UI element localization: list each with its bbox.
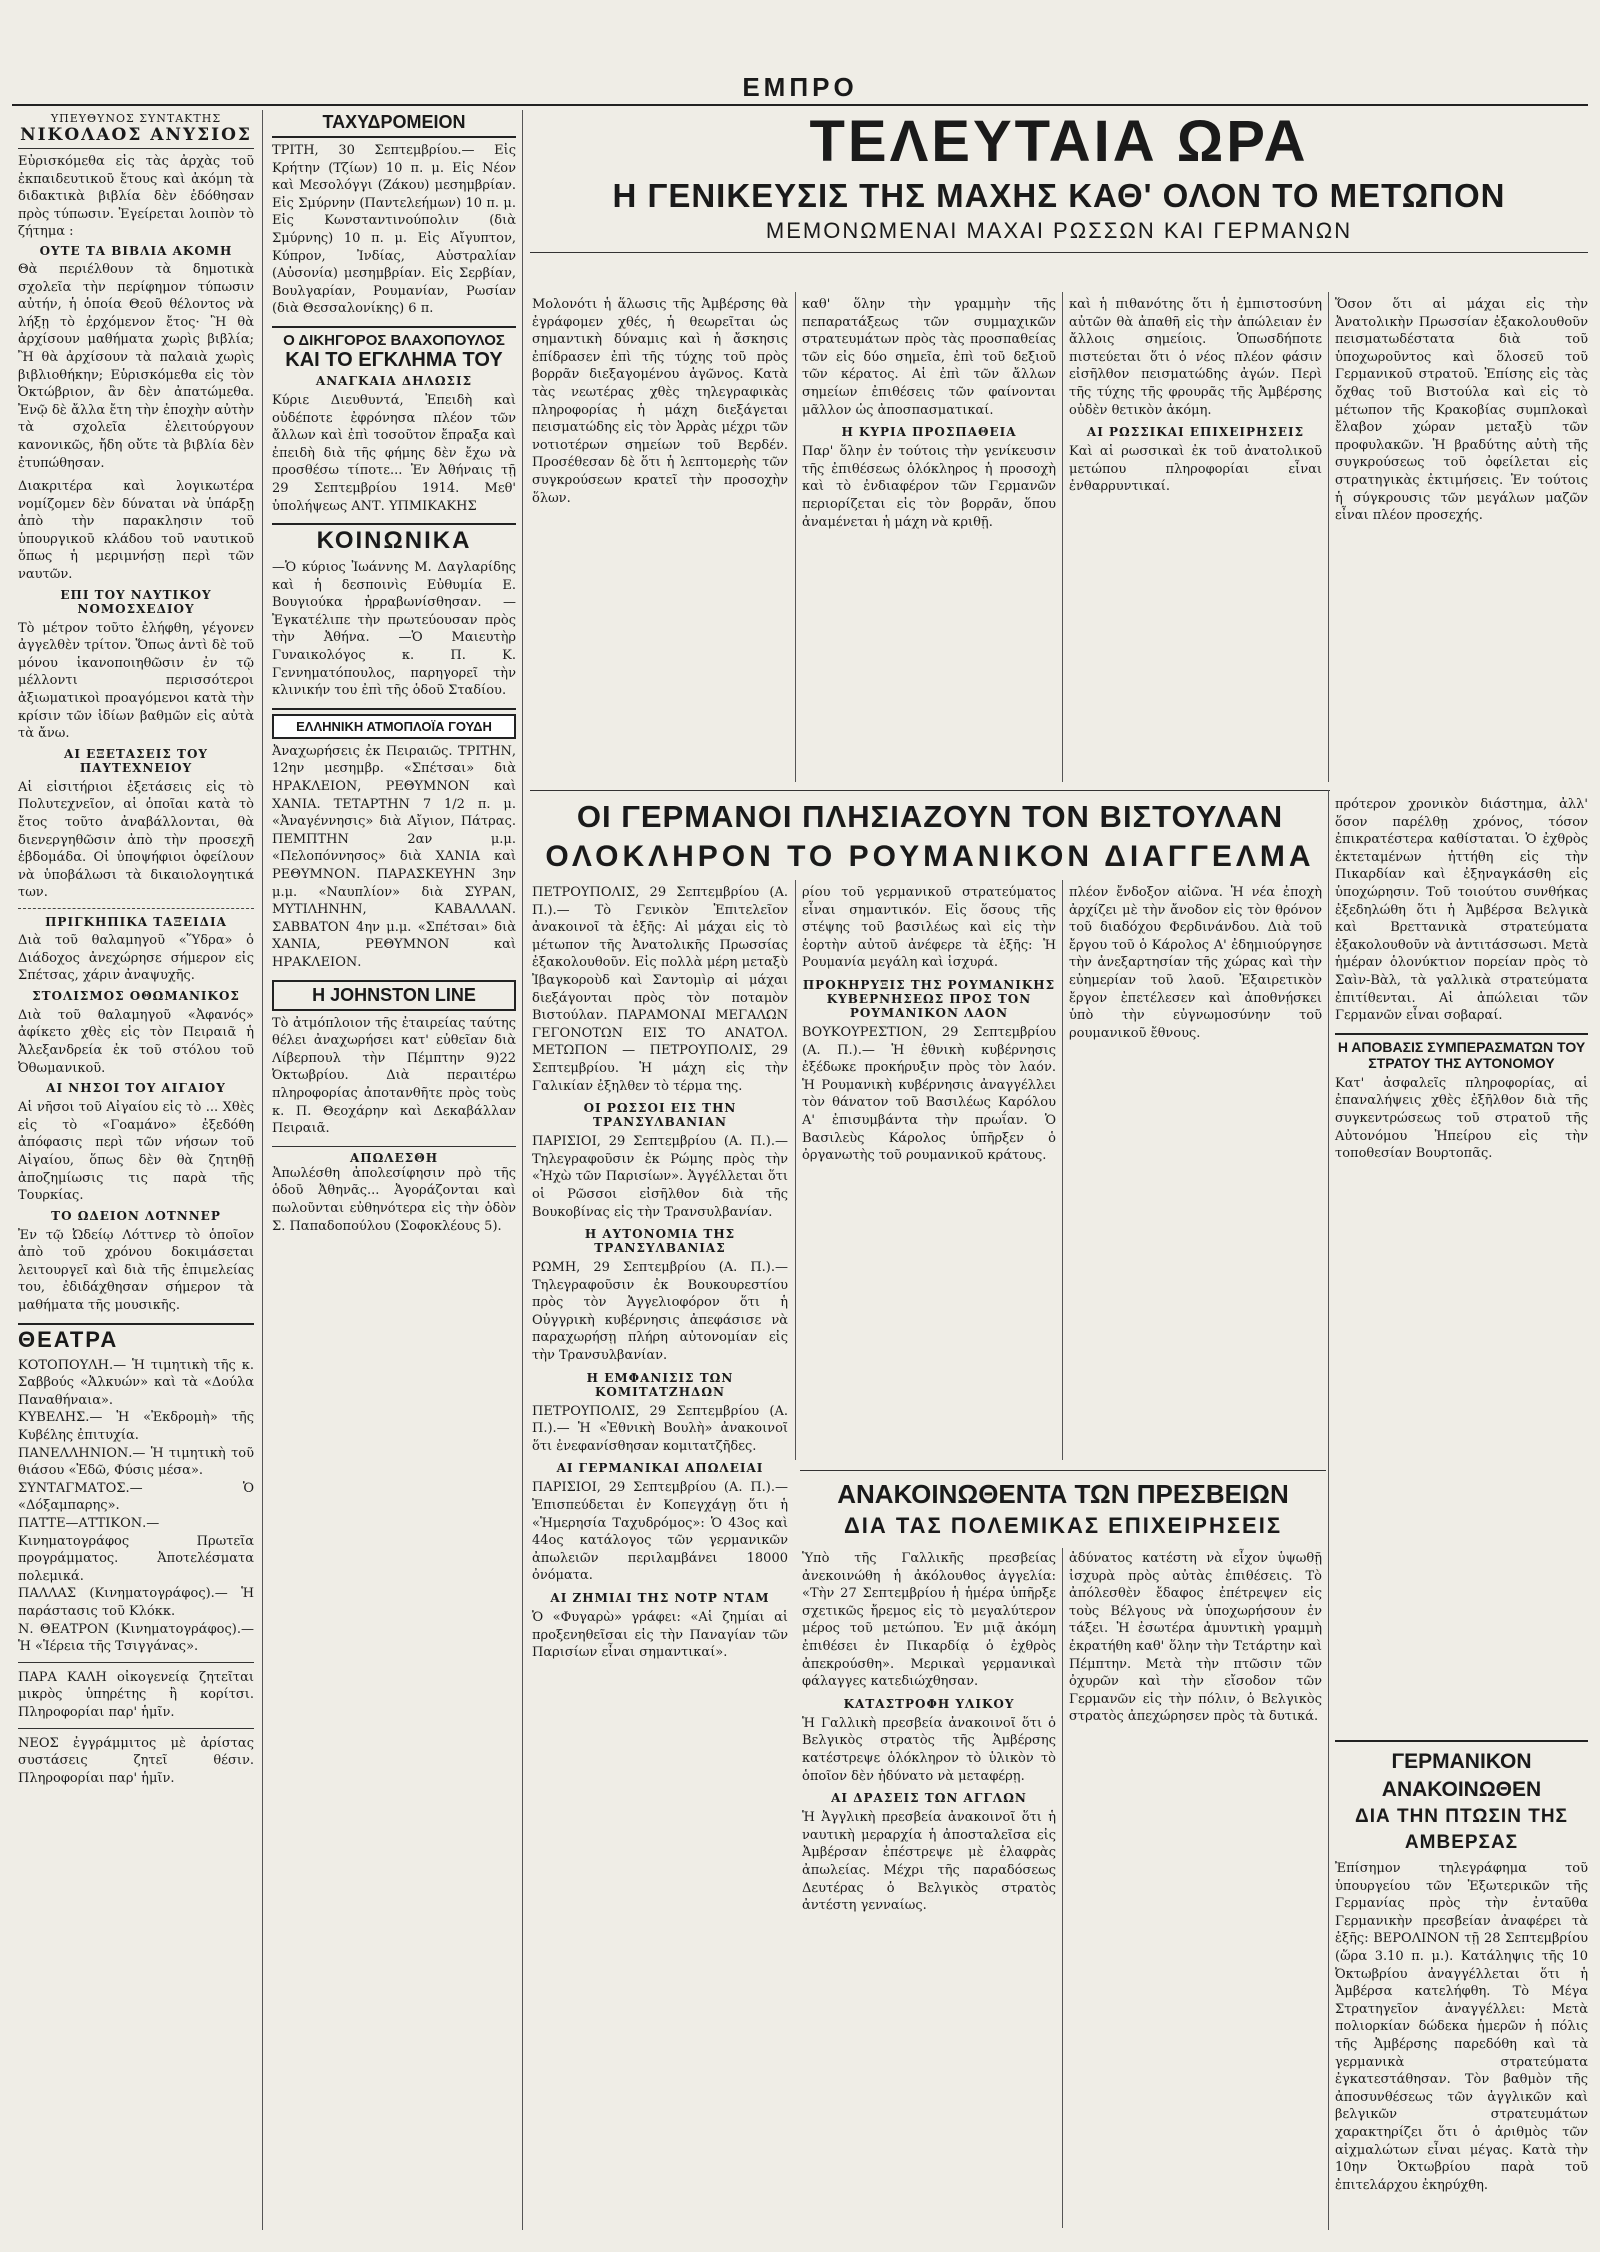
article-text: ΠΑΡΙΣΙΟΙ, 29 Σεπτεμβρίου (Α. Π.).— Τηλεγραφοῦσιν ἐκ Ρώμης πρὸς τὴν «Ἠχὼ τῶν Παρισίων». Ἀγγέλλεται ὅτι οἱ Ρῶσσοι εἰσῆλθον διὰ τῆς Βουκοβίνας εἰς τὴν Τρανσυλβανίαν. xyxy=(532,1134,788,1220)
front-headline xyxy=(530,110,1588,253)
divider xyxy=(272,708,516,710)
theatre-title: ΘΕΑΤΡΑ xyxy=(18,1326,119,1352)
lower-headline-block xyxy=(800,1470,1326,1541)
subhead: ΠΡΙΓΚΗΠΙΚΑ ΤΑΞΕΙΔΙΑ xyxy=(45,914,227,929)
article-text: πλέον ἔνδοξον αἰῶνα. Ἡ νέα ἐποχὴ ἀρχίζει μὲ τὴν ἄνοδον εἰς τὸν θρόνον τοῦ διαδόχου Φερδινάνδου. Διὰ τοῦ ἔργου τοῦ ὁ Κάρολος Α' ἐδημιούργησε τὴν ἀνεξαρτησίαν τῆς χώρας καὶ τὴν εὐημερίαν τοῦ λαοῦ. Ἐξαιρετικὸν ἔργον ἐπετέλεσεν καὶ ἀποθνῄσκει ὑπὸ τὴν εὐγνωμοσύνην τοῦ ρουμανικοῦ ἔθνους. xyxy=(1069,885,1322,1041)
article-text: Ἐπίσημον τηλεγράφημα τοῦ ὑπουργείου τῶν Ἐξωτερικῶν τῆς Γερμανίας πρὸς τὴν ἐνταῦθα Γερμανικὴν πρεσβείαν ἀναφέρει τὰ ἑξῆς: ΒΕΡΟΛΙΝΟΝ τῇ 28 Σεπτεμβρίου (ὥρα 3.10 π. μ.). Κατάληψις τῆς 10 Ὀκτωβρίου ἀναγγέλλεται ὅτι ἡ Ἀμβέρσα κατελήφθη. Τὸ Μέγα Στρατηγεῖον ἀναγγέλλει: Μετὰ πολιορκίαν δώδεκα ἡμερῶν ἡ πόλις τῆς Ἀμβέρσης παρεδόθη καὶ τὰ γερμανικὰ στρατεύματα ἐγκατεστάθησαν. Τὸν βαθμὸν τῆς ἀποσυνθέσεως τῶν ἀγγλικῶν καὶ βελγικῶν στρατευμάτων χαρακτηρίζει ὅτι ὁ ἀριθμὸς τῶν αἰχμαλώτων εἶναι μέγας. Κατὰ τὴν 10ην Ὀκτωβρίου παρὰ τοῦ ἐπιτελάρχου ἐκηρύχθη. xyxy=(1335,1861,1588,2193)
article-text: Ὑπὸ τῆς Γαλλικῆς πρεσβείας ἀνεκοινώθη ἡ ἀκόλουθος ἀγγελία: «Τὴν 27 Σεπτεμβρίου ἡ ἡμέρα ὑπῆρξε σχετικῶς ἤρεμος εἰς τὸ μεγαλύτερον μέρος τοῦ μετώπου. Ἐν μιᾷ ἀκόμη ἐπιθέσει ἐν Πικαρδίᾳ ὁ ἐχθρὸς ἀπεκρούσθη». Μερικαὶ γερμανικαὶ φάλαγγες κατεδιώχθησαν. xyxy=(802,1551,1056,1690)
article-text: ΡΩΜΗ, 29 Σεπτεμβρίου (Α. Π.).— Τηλεγραφοῦσιν ἐκ Βουκουρεστίου πρὸς τὸν Ἀγγελιοφόρον ὅτι ἡ Οὐγγρικὴ κυβέρνησις ἀπεφάσισε νὰ παραχωρήσῃ πλήρη αὐτονομίαν εἰς τὴν Τρανσυλβανίαν. xyxy=(532,1260,788,1364)
german-subheadline: ΔΙΑ ΤΗΝ ΠΤΩΣΙΝ ΤΗΣ ΑΜΒΕΡΣΑΣ xyxy=(1355,1806,1568,1853)
subhead: ΣΤΟΛΙΣΜΟΣ ΟΘΩΜΑΝΙΚΟΣ xyxy=(32,988,240,1003)
article-text: πρότερον χρονικὸν διάστημα, ἀλλ' ὅσον παρέλθῃ χρόνος, τόσον ἐπικρατέστερα καθίσταται. Ὁ ἐχθρὸς ἐκτεταμένων ἠττήθη εἰς τὴν Πικαρδίαν καὶ ἐξηναγκάσθη εἰς ὑποχώρησιν. Τοῦ τοιούτου συνθήκας ἐξεδηλώθη ὅτι ἡ Ἀμβέρσα Βελγικὰ καὶ Βρεττανικὰ στρατεύματα ἐξακολουθοῦν νὰ ἀντιτάσσωσι. Μετὰ ἡμέραν ὁλονύκτιον πορείαν πρὸς τὸ Σαὶν-Βὰλ, τὰ γαλλικὰ στρατεύματα ἐπιτίθενται. Αἱ ἀπώλειαι τῶν Γερμανῶν εἶναι σοβαραί. xyxy=(1335,797,1588,1024)
divider xyxy=(18,148,254,149)
lower-subheadline: ΔΙΑ ΤΑΣ ΠΟΛΕΜΙΚΑΣ ΕΠΙΧΕΙΡΗΣΕΙΣ xyxy=(843,1513,1283,1538)
subhead: ΕΠΙ ΤΟΥ ΝΑΥΤΙΚΟΥ ΝΟΜΟΣΧΕΔΙΟΥ xyxy=(60,587,212,616)
classified-ad: ΠΑΡΑ ΚΑΛΗ οἰκογενείᾳ ζητεῖται μικρὸς ὑπηρέτης ἢ κορίτσι. Πληροφορίαι παρ' ἡμῖν. xyxy=(18,1669,254,1720)
lawyer-sub: ΑΝΑΓΚΑΙΑ ΔΗΛΩΣΙΣ xyxy=(315,373,473,388)
theatre-item: ΠΑΛΛΑΣ (Κινηματογράφος).— Ἡ παράστασις τοῦ Κλόκκ. xyxy=(18,1586,254,1619)
mid-headline-block xyxy=(530,790,1330,877)
article-subhead: Η ΑΠΟΒΑΣΙΣ ΣΥΜΠΕΡΑΣΜΑΤΩΝ ΤΟΥ ΣΤΡΑΤΟΥ ΤΗΣ ΑΥΤΟΝΟΜΟΥ xyxy=(1337,1038,1586,1071)
headline-main: ΤΕΛΕΥΤΑΙΑ ΩΡΑ xyxy=(809,109,1309,174)
social-title: ΚΟΙΝΩΝΙΚΑ xyxy=(316,527,472,555)
theatre-item: ΣΥΝΤΑΓΜΑΤΟΣ.— Ὁ «Δόξαμπαρης». xyxy=(18,1480,254,1514)
column-2 xyxy=(272,112,516,1235)
mid-column xyxy=(532,884,788,2224)
editor-label: ΥΠΕΥΘΥΝΟΣ ΣΥΝΤΑΚΤΗΣ xyxy=(50,112,222,125)
column-divider xyxy=(1062,292,1063,782)
divider xyxy=(18,908,254,909)
theatre-item: ΠΑΝΕΛΛΗΝΙΟΝ.— Ἡ τιμητικὴ τοῦ θιάσου «Ἐδῶ, Φύσις μέσα». xyxy=(18,1445,254,1479)
right-column xyxy=(1335,796,1588,1163)
divider xyxy=(1335,1033,1588,1035)
divider xyxy=(530,252,1588,253)
body-text: Αἱ εἰσιτήριοι ἐξετάσεις εἰς τὸ Πολυτεχνεῖον, αἱ ὁποῖαι κατὰ τὸ ἔτος τοῦτο ἀναβάλλονται, θὰ διενεργηθῶσιν ἀπὸ τὴν προσεχῆ ἑβδομάδα. Οἱ ὑποψήφιοι ὀφείλουν νὰ ὑποβάλωσι τὰ δικαιολογητικά των. xyxy=(18,779,254,901)
article-subhead: Η ΕΜΦΑΝΙΣΙΣ ΤΩΝ ΚΟΜΙΤΑΤΖΗΔΩΝ xyxy=(586,1370,734,1399)
divider xyxy=(18,1728,254,1729)
subhead: ΑΙ ΝΗΣΟΙ ΤΟΥ ΑΙΓΑΙΟΥ xyxy=(46,1081,226,1096)
post-text: ΤΡΙΤΗ, 30 Σεπτεμβρίου.— Εἰς Κρήτην (Τζίων) 10 π. μ. Εἰς Νέον καὶ Μεσολόγγι (Ζάκου) μεσημβρίαν. Εἰς Σμύρνην (Παντελεήμων) 10 π. μ. Εἰς Κωνσταντινούπολιν (διὰ Σμύρνης) 10 π. μ. Εἰς Αἴγυπτον, Κύπρον, Ἰνδίας, Αὐστραλίαν (Αὐσονία) μεσημβρίαν. Εἰς Σερβίαν, Βουλγαρίαν, Ρουμανίαν, Ρωσίαν (διὰ Θεσσαλονίκης) 6 π. xyxy=(272,143,516,317)
article-text: Ὁ «Φυγαρὼ» γράφει: «Αἱ ζημίαι αἱ προξενηθεῖσαι εἰς τὴν Παναγίαν τῶν Παρισίων εἶναι σημαντικαί». xyxy=(532,1610,788,1661)
column-divider xyxy=(1062,1548,1063,2228)
lower-column xyxy=(802,1550,1056,1915)
ad-title: ΑΠΩΛΕΣΘΗ xyxy=(349,1150,439,1165)
article-subhead: ΑΙ ΡΩΣΣΙΚΑΙ ΕΠΙΧΕΙΡΗΣΕΙΣ xyxy=(1086,425,1305,440)
mid-headline-2: ΟΛΟΚΛΗΡΟΝ ΤΟ ΡΟΥΜΑΝΙΚΟΝ ΔΙΑΓΓΕΛΜΑ xyxy=(545,840,1315,873)
article-text: ρίου τοῦ γερμανικοῦ στρατεύματος εἶναι σημαντικόν. Εἰς ὅσους τῆς στέψης τοῦ βασιλέως καὶ εἰς τὴν ἑορτὴν αὐτοῦ ἀνέφερε τὰ ἑξῆς: Ἡ Ρουμανία μεγάλη καὶ ἰσχυρά. xyxy=(802,885,1056,971)
divider xyxy=(18,1323,254,1325)
column-divider xyxy=(1328,292,1329,782)
body-text: Διὰ τοῦ θαλαμηγοῦ «Ἀφανός» ἀφίκετο χθὲς εἰς τὸν Πειραιᾶ ἡ Ἀλεξανδρεία ἐκ τοῦ στόλου τοῦ Ὀθωμανικοῦ. xyxy=(18,1007,254,1076)
divider xyxy=(272,326,516,328)
classified-ad: ΝΕΟΣ ἐγγράμμιτος μὲ ἀρίστας συστάσεις ζητεῖ θέσιν. Πληροφορίαι παρ' ἡμῖν. xyxy=(18,1735,254,1786)
body-text: Διακριτέρα καὶ λογικωτέρα νομίζομεν δὲν δύναται νὰ ὑπάρξῃ ἀπὸ τὴν παρακλησιν τοῦ ὑπουργικοῦ κλάδου τοῦ ναυτικοῦ ὅπως ἡ μεριμνήσῃ περὶ τῶν ναυτῶν. xyxy=(18,479,254,583)
article-subhead: ΠΡΟΚΗΡΥΞΙΣ ΤΗΣ ΡΟΥΜΑΝΙΚΗΣ ΚΥΒΕΡΝΗΣΕΩΣ ΠΡΟΣ ΤΟΝ ΡΟΥΜΑΝΙΚΟΝ ΛΑΟΝ xyxy=(802,977,1056,1020)
lawyer-title: ΚΑΙ ΤΟ ΕΓΚΛΗΜΑ ΤΟΥ xyxy=(285,348,503,371)
lawyer-kicker: Ο ΔΙΚΗΓΟΡΟΣ ΒΛΑΧΟΠΟΥΛΟΣ xyxy=(283,331,505,349)
column-divider xyxy=(1062,880,1063,1460)
column-divider xyxy=(795,880,796,1460)
column-1 xyxy=(18,112,254,1787)
subhead: ΑΙ ΕΞΕΤΑΣΕΙΣ ΤΟΥ ΠΑΥΤΕΧΝΕΙΟΥ xyxy=(64,746,208,775)
article-text: Μολονότι ἡ ἅλωσις τῆς Ἀμβέρσης θὰ ἐγράφομεν χθές, ἡ θεωρεῖται ὡς σημαντικὴ δύναμις καὶ ἡ ἄσκησις ἐπίδρασεν ἐπὶ τῆς τύχης τοῦ πρὸς βορρᾶν διεξαγομένου ἀγῶνος. Κατὰ τὰς νεωτέρας χθὲς τηλεγραφικὰς πληροφορίας ἡ μάχη διεξάγεται πεισματώδης εἰς τὸν Ἀρρὰς μέχρι τῶν νοτιοτέρων σημείων τοῦ Βερδέν. Προσέθεσαν δὲ ὅτι ἡ λεπτομερὴς τῶν συγκρούσεων κρατεῖ τὴν προσοχὴν ὅλων. xyxy=(532,297,788,506)
article-subhead: ΚΑΤΑΣΤΡΟΦΗ ΥΛΙΚΟΥ xyxy=(843,1696,1015,1711)
social-text: —Ὁ κύριος Ἰωάννης Μ. Δαγλαρίδης καὶ ἡ δεσποινὶς Εὐθυμία Ε. Βουγιούκα ἠρραβωνίσθησαν. —Ἐγκατέλιπε τὴν πρωτεύουσαν πρὸς τὴν Ἀθήνα. —Ὁ Μαιευτὴρ Γυναικολόγος κ. Π. Κ. Γεννηματόπουλος, παρηγορεῖ τὴν κλινικήν του ἐπὶ τῆς ὁδοῦ Σταδίου. xyxy=(272,560,516,699)
divider xyxy=(18,1662,254,1663)
ad-text: Ἀπωλέσθη ἀπολεσίφησιν πρὸ τῆς ὁδοῦ Ἀθηνᾶς... Ἀγοράζονται καὶ πωλοῦνται εὐθηνότερα εἰς τὴν ὁδὸν Σ. Παπαδοπούλου (Σοφοκλέους 5). xyxy=(272,1165,516,1234)
editor-name: ΝΙΚΟΛΑΟΣ ΑΝΥΣΙΟΣ xyxy=(20,125,252,145)
article-text: Παρ' ὅλην ἐν τούτοις τὴν γενίκευσιν τῆς ἐπιθέσεως ὁλόκληρος ἡ προσοχὴ καὶ τὸ ἐνδιαφέρον τῶν Γερμανῶν περιορίζεται εἰς τὸν βορρᾶν, ὅπου ἀναμένεται ἡ μάχη νὰ κριθῇ. xyxy=(802,444,1056,530)
mid-headline-1: ΟΙ ΓΕΡΜΑΝΟΙ ΠΛΗΣΙΑΖΟΥΝ ΤΟΝ ΒΙΣΤΟΥΛΑΝ xyxy=(576,799,1284,834)
column-divider xyxy=(795,292,796,782)
lawyer-text: Κύριε Διευθυντά, Ἐπειδὴ καὶ οὐδέποτε ἐφρόνησα πλέον τῶν ἄλλων καὶ ἐπὶ τοσοῦτον ἔπραξα καὶ ἐπειδὴ διὰ τῆς φήμης δὲν ἔχω νὰ προσθέσω τίποτε... Ἐν Ἀθήναις τῇ 29 Σεπτεμβρίου 1914. Μεθ' ὑπολήψεως ΑΝΤ. ΥΠΜΙΚΑΚΗΣ xyxy=(272,392,516,514)
section-title: ΟΥΤΕ ΤΑ ΒΙΒΛΙΑ ΑΚΟΜΗ xyxy=(39,243,233,258)
article-text: Ἡ Ἀγγλικὴ πρεσβεία ἀνακοινοῖ ὅτι ἡ ναυτικὴ μεραρχία ἡ ἀποσταλεῖσα εἰς Ἀμβέρσαν ἐπέστρεψε μὲ ἐλαφρὰς ἀπωλείας. Μέχρι τῆς παραδόσεως Δευτέρας ὁ Βελγικὸς στρατὸς ἀντέστη γενναίως. xyxy=(802,1810,1056,1914)
article-text: ΒΟΥΚΟΥΡΕΣΤΙΟΝ, 29 Σεπτεμβρίου (Α. Π.).— Ἡ ἐθνικὴ κυβέρνησις ἐξέδωκε προκήρυξιν πρὸς τὸν λαόν. Ἡ Ρουμανικὴ κυβέρνησις ἀναγγέλλει τὸν θάνατον τοῦ Βασιλέως Καρόλου Α' ἐπισυμβάντα τὴν πρωΐαν. Ὁ Βασιλεὺς Κάρολος ὑπῆρξεν ὁ ὀργανωτὴς τοῦ ρουμανικοῦ κράτους. xyxy=(802,1024,1056,1164)
headline-sub: Η ΓΕΝΙΚΕΥΣΙΣ ΤΗΣ ΜΑΧΗΣ ΚΑΘ' ΟΛΟΝ ΤΟ ΜΕΤΩΠΟΝ xyxy=(612,177,1506,214)
theatre-item: ΚΥΒΕΛΗΣ.— Ἡ «Ἐκδρομὴ» τῆς Κυβέλης ἐπιτυχία. xyxy=(18,1410,254,1444)
ship-title: ΕΛΛΗΝΙΚΗ ΑΤΜΟΠΛΟΪΑ ΓΟΥΔΗ xyxy=(272,714,516,739)
article-text: ΠΑΡΙΣΙΟΙ, 29 Σεπτεμβρίου (Α. Π.).— Ἐπισπεύδεται ἐν Κοπεγχάγῃ ὅτι ἡ «Ἡμερησία Ταχυδρόμος»: Ὁ 43ος καὶ 44ος κατάλογος τῶν γερμανικῶν ἀπωλειῶν περιλαμβάνει 18000 ὀνόματα. xyxy=(532,1480,788,1584)
article-text: ΠΕΤΡΟΥΠΟΛΙΣ, 29 Σεπτεμβρίου (Α. Π.).— Ἡ «Ἐθνικὴ Βουλὴ» ἀνακοινοῖ ὅτι ἐνεφανίσθησαν κομιτατζῆδες. xyxy=(532,1403,788,1454)
article-text: καθ' ὅλην τὴν γραμμὴν τῆς πεπαρατάξεως τῶν συμμαχικῶν στρατευμάτων πρὸς τὰς προσπαθείας τῶν εἰς δύο σημεῖα, ἐπὶ τοῦ δεξιοῦ τῶν κέρατος. Αἱ ἐπὶ τῶν ἄλλων σημείων ἐπιθέσεις τῶν φαίνονται μᾶλλον ὡς ἀποσπασματικαί. xyxy=(802,297,1056,418)
article-subhead: ΑΙ ΓΕΡΜΑΝΙΚΑΙ ΑΠΩΛΕΙΑΙ xyxy=(556,1461,764,1476)
ship-title: Η JOHNSTON LINE xyxy=(272,980,516,1011)
column-divider xyxy=(1328,790,1329,2230)
body-text: Διὰ τοῦ θαλαμηγοῦ «Ὕδρα» ὁ Διάδοχος ἀνεχώρησε σήμερον εἰς Σπέτσας, χάριν ἀναψυχῆς. xyxy=(18,932,254,984)
intro-text: Εὐρισκόμεθα εἰς τὰς ἀρχὰς τοῦ ἐκπαιδευτικοῦ ἔτους καὶ ἀκόμη τὰ διδακτικὰ βιβλία δὲν ἐδόθησαν πρὸς τύπωσιν. Ἐγείρεται λοιπὸν τὸ ζήτημα : xyxy=(18,154,254,240)
column-divider xyxy=(522,110,523,2230)
article-subhead: ΟΙ ΡΩΣΣΟΙ ΕΙΣ ΤΗΝ ΤΡΑΝΣΥΛΒΑΝΙΑΝ xyxy=(583,1101,737,1130)
lower-headline: ΑΝΑΚΟΙΝΩΘΕΝΤΑ ΤΩΝ ΠΡΕΣΒΕΙΩΝ xyxy=(837,1479,1289,1509)
ship-text: Τὸ ἀτμόπλοιον τῆς ἐταιρείας ταύτης θέλει ἀναχωρήσει κατ' εὐθεῖαν διὰ Λίβερπουλ τὴν Πέμπτην 9)22 Ὀκτωβρίου. Διὰ περαιτέρω πληροφορίας ἀποτανθῆτε πρὸς τοὺς κ. Π. Θεοχάρην καὶ Δεκαβάλλαν Πειραιᾶ. xyxy=(272,1015,516,1137)
article-text: ἀδύνατος κατέστη νὰ εἶχον ὑψωθῇ ἰσχυρὰ πρὸς αὐτὰς ἐπιθέσεις. Τὸ ἀπόλεσθὲν ἔδαφος ἐπέτρεψεν εἰς τοὺς Βέλγους νὰ ὑποχωρήσουν ἐν τάξει. Ἡ ἐσωτέρα ἀμυντικὴ γραμμὴ ἐκρατήθη καθ' ὅλην τὴν Τετάρτην καὶ Πέμπτην. Μετὰ τὴν πτῶσιν τῶν ὀχυρῶν καὶ τὴν εἴσοδον τῶν Γερμανῶν εἰς τὴν πόλιν, ὁ Βελγικὸς στρατὸς ἀπεχώρησεν πρὸς τὰ δυτικά. xyxy=(1069,1551,1322,1725)
article-text: Ἡ Γαλλικὴ πρεσβεία ἀνακοινοῖ ὅτι ὁ Βελγικὸς στρατὸς τῆς Ἀμβέρσης κατέστρεψε ὁλόκληρον τὸ ὑλικὸν τὸ ὁποῖον δὲν ἠδύνατο νὰ μεταφέρῃ. xyxy=(802,1715,1056,1784)
article-column xyxy=(1069,296,1322,496)
headline-tag: ΜΕΜΟΝΩΜΕΝΑΙ ΜΑΧΑΙ ΡΩΣΣΩΝ ΚΑΙ ΓΕΡΜΑΝΩΝ xyxy=(765,218,1353,243)
article-subhead: Η ΑΥΤΟΝΟΜΙΑ ΤΗΣ ΤΡΑΝΣΥΛΒΑΝΙΑΣ xyxy=(584,1227,736,1256)
article-column xyxy=(802,296,1056,531)
theatre-item: Ν. ΘΕΑΤΡΟΝ (Κινηματογράφος).— Ἡ «Ἱέρεια τῆς Τσιγγάνας». xyxy=(18,1621,254,1655)
article-text: Ὅσον ὅτι αἱ μάχαι εἰς τὴν Ἀνατολικὴν Πρωσσίαν ἐξακολουθοῦν πεισματωδέστατα διὰ τοῦ ὑποχωροῦντος καὶ ὅλοσεῦ τοῦ Γερμανικοῦ στρατοῦ. Ἐπίσης εἰς τὰς ὄχθας τοῦ Βιστούλα καὶ εἰς τὸ μέτωπον τῆς Κρακοβίας συμπλοκαὶ ἔλαβον χώραν μεταξὺ τῶν προφυλακῶν. Ἡ βραδύτης αὐτὴ τῆς συγκρούσεως τοῦ ὀφείλεται εἰς στρατηγικὰς ἐκτιμήσεις. Ἐν τούτοις ἡ σύγκρουσις τῶν μεγάλων μαζῶν εἶναι πλέον προσεχής. xyxy=(1335,297,1588,524)
post-title: ΤΑΧΥΔΡΟΜΕΙΟΝ xyxy=(272,112,516,138)
german-announcement xyxy=(1335,1740,1588,2194)
body-text: Τὸ μέτρον τοῦτο ἐλήφθη, γέγονεν ἀγγελθὲν τρίτον. Ὅπως ἀντὶ δὲ τοῦ μόνου ἱκανοποιηθῶσιν ἐν τῷ μέλλοντι περισσότεροι ἀξιωματικοὶ προαγόμενοι κατὰ τὴν κρίσιν τῶν ἰδίων βαθμῶν εἰς αὐτὰ τὰ ἄνω. xyxy=(18,620,254,742)
article-text: ΠΕΤΡΟΥΠΟΛΙΣ, 29 Σεπτεμβρίου (Α. Π.).— Τὸ Γενικὸν Ἐπιτελεῖον ἀνακοινοῖ τὰ ἑξῆς: Αἱ μάχαι εἰς τὸ μέτωπον τῆς Ἀνατολικῆς Πρωσσίας ἐξακολουθοῦν. Εἰς πολλὰ μέρη μεταξὺ Ἰβαγκοροὺδ καὶ Σαντομὶρ αἱ μάχαι διεξάγονται πρὸς τὸν ποταμὸν Βιστούλαν. ΠΑΡΑΜΟΝΑΙ ΜΕΓΑΛΩΝ ΓΕΓΟΝΟΤΩΝ ΕΙΣ ΤΟ ΑΝΑΤΟΛ. ΜΕΤΩΠΟΝ — ΠΕΤΡΟΥΠΟΛΙΣ, 29 Σεπτεμβρίου. Ἡ μάχη εἰς τὴν Γαλικίαν ἐξηλθεν τὸ τέρμα της. xyxy=(532,885,788,1094)
ship-text: Ἀναχωρήσεις ἐκ Πειραιῶς. ΤΡΙΤΗΝ, 12ην μεσημβρ. «Σπέτσαι» διὰ ΗΡΑΚΛΕΙΟΝ, ΡΕΘΥΜΝΟΝ καὶ ΧΑΝΙΑ. ΤΕΤΑΡΤΗΝ 7 1/2 π. μ. «Ἀναγέννησις» διὰ Αἴγιον, Πάτρας. ΠΕΜΠΤΗΝ 2αν μ.μ. «Πελοπόννησος» διὰ ΧΑΝΙΑ καὶ ΡΕΘΥΜΝΟΝ. ΠΑΡΑΣΚΕΥΗΝ 3ην μ.μ. «Ναυπλίον» διὰ ΣΥΡΑΝ, ΜΥΤΙΛΗΝΗΝ, ΚΑΒΑΛΛΑΝ. ΣΑΒΒΑΤΟΝ 4ην μ.μ. «Σπέτσαι» διὰ ΧΑΝΙΑ, ΡΕΘΥΜΝΟΝ καὶ ΗΡΑΚΛΕΙΟΝ. xyxy=(272,743,516,970)
mid-column xyxy=(802,884,1056,1165)
article-text: καὶ ἡ πιθανότης ὅτι ἡ ἐμπιστοσύνη αὐτῶν θὰ ἀπαθῆ εἰς τὴν ἀπώλειαν ἐν ἄλλοις σημείοις. Ὁπωσδήποτε πιστεύεται ὅτι ὁ νέος πλέον φάσιν εἰσῆλθον πεισματώδης ἀγών. Περὶ τῆς τύχης τῆς φρουρᾶς τῆς Ἀμβέρσης οὐδὲν θετικὸν ἀκόμη. xyxy=(1069,297,1322,418)
article-text: Κατ' ἀσφαλεῖς πληροφορίας, αἱ ἐπαναλήψεις χθὲς ἐξῆλθον διὰ τῆς συγκεντρώσεως τοῦ στρατοῦ τῆς Αὐτονόμου Ἠπείρου εἰς τὴν τοποθεσίαν Βουρτοπᾶς. xyxy=(1335,1075,1588,1162)
article-subhead: Η ΚΥΡΙΑ ΠΡΟΣΠΑΘΕΙΑ xyxy=(841,425,1017,440)
article-subhead: ΑΙ ΖΗΜΙΑΙ ΤΗΣ ΝΟΤΡ ΝΤΑΜ xyxy=(550,1591,770,1605)
divider xyxy=(1335,1740,1588,1742)
header-rule xyxy=(12,104,1588,106)
column-divider xyxy=(262,110,263,2230)
body-text: Αἱ νῆσοι τοῦ Αἰγαίου εἰς τὸ ... Χθὲς εἰς τὸ «Γοαμάνο» ἐξεδόθη ἀπόφασις περὶ τῶν νήσων τοῦ Αἰγαίου, ὅπως δὲν θὰ ζητηθῇ ἀποζημίωσις τις παρὰ τῆς Τουρκίας. xyxy=(18,1100,254,1204)
subhead: ΤΟ ΩΔΕΙΟΝ ΛΟΤΝΝΕΡ xyxy=(51,1208,221,1223)
masthead: ΕΜΠΡΟ xyxy=(742,72,858,102)
divider xyxy=(272,523,516,525)
article-text: Καὶ αἱ ρωσσικαὶ ἐκ τοῦ ἀνατολικοῦ μετώπου πληροφορίαι εἶναι ἐνθαρρυντικαί. xyxy=(1069,444,1322,495)
theatre-item: ΠΑΤΤΕ—ΑΤΤΙΚΟΝ.— Κινηματογράφος Πρωτεῖα προγράμματος. Ἀποτελέσματα πολεμικά. xyxy=(18,1516,254,1584)
body-text: Ἐν τῷ Ὠδείῳ Λόττνερ τὸ ὁποῖον ἀπὸ τοῦ χρόνου δοκιμάσεται λειτουργεῖ καὶ διὰ τῆς ἐπιμελείας του, ἐδιδάχθησαν σήμερον τὰ μαθήματα τῆς μουσικῆς. xyxy=(18,1227,254,1314)
german-headline: ΓΕΡΜΑΝΙΚΟΝ ΑΝΑΚΟΙΝΩΘΕΝ xyxy=(1381,1750,1542,1801)
theatre-item: ΚΟΤΟΠΟΥΛΗ.— Ἡ τιμητικὴ τῆς κ. Σαββούς «Ἀλκυών» καὶ τὰ «Δούλα Παναθήναια». xyxy=(18,1357,254,1408)
article-subhead: ΑΙ ΔΡΑΣΕΙΣ ΤΩΝ ΑΓΓΛΩΝ xyxy=(831,1791,1027,1806)
body-text: Θὰ περιέλθουν τὰ δημοτικὰ σχολεῖα τὴν περίφημον τύπωσιν αὐτήν, ἡ ὁποία Θεοῦ θέλοντος νὰ λήξῃ τὸ ἐρχόμενον ἔτος· Ἢ θὰ ἀρχίσουν μαθήματα χωρὶς βιβλία; Ἢ θὰ ἀρχίσουν τὰ παλαιὰ χωρὶς βιβλιοθήκην; Εὑρισκόμεθα εἰς τὸν Ὀκτώβριον, ἂν δὲν ἀπατώμεθα. Ἐνῷ δὲ ἄλλα ἔτη τὴν ἐποχὴν αὐτὴν τὰ σχολεῖα ἐλειτούργουν κανονικῶς, ἤδη οὔτε τὰ βιβλία δὲν ἐτυπώθησαν. xyxy=(18,261,254,471)
divider xyxy=(272,1146,516,1147)
